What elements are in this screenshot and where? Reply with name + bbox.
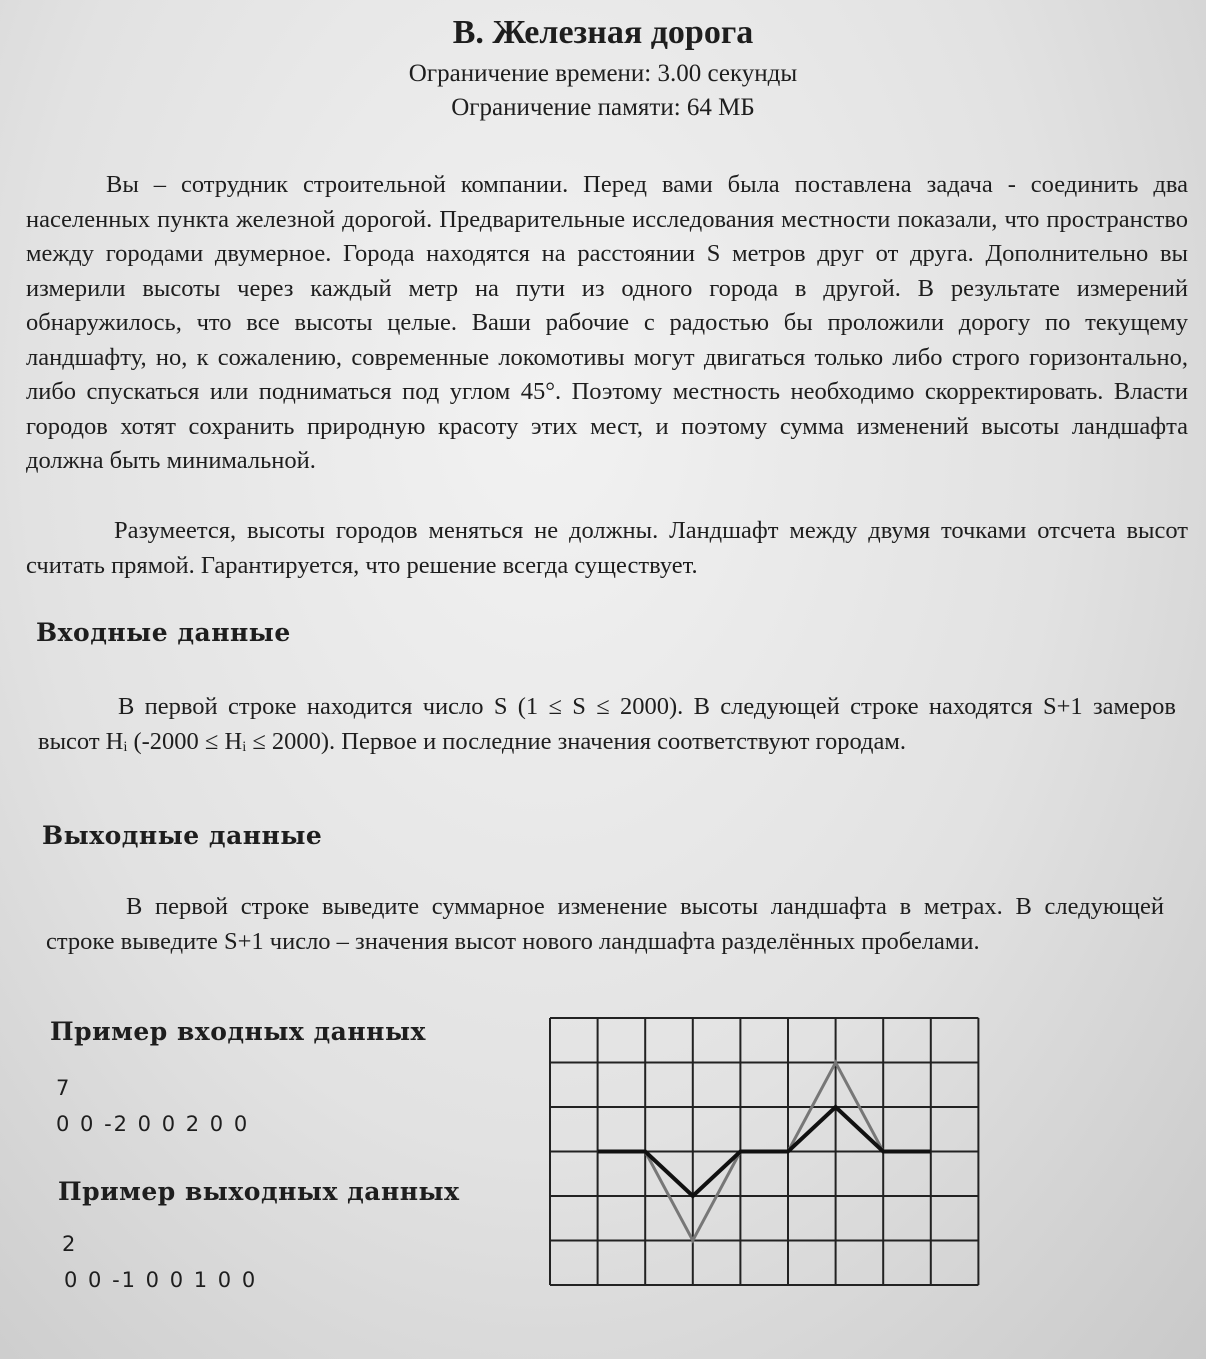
- input-description: В первой строке находится число S (1 ≤ S ≤ 2000). В следующей строке находятся S+1 замеров высот Hᵢ (-2000 ≤ Hᵢ ≤ 2000). Первое и последние значения соответствуют городам.: [38, 693, 1176, 755]
- sample-output-heading: Пример выходных данных: [58, 1177, 460, 1206]
- output-description: В первой строке выведите суммарное изменение высоты ландшафта в метрах. В следующей строке выведите S+1 число – значения высот нового ландшафта разделённых пробелами.: [46, 893, 1164, 955]
- memory-limit: Ограничение памяти: 64 МБ: [451, 94, 755, 121]
- sample-input-line-1: 7: [56, 1076, 72, 1100]
- input-heading: Входные данные: [36, 618, 291, 647]
- sample-output-line-1: 2: [62, 1232, 78, 1256]
- sample-input-heading: Пример входных данных: [50, 1017, 426, 1046]
- statement-paragraph-2: Разумеется, высоты городов меняться не должны. Ландшафт между двумя точками отсчета высот считать прямой. Гарантируется, что решение всегда существует.: [26, 517, 1188, 579]
- corrected-landscape-line: [598, 1107, 931, 1196]
- sample-input-line-2: 0 0 -2 0 0 2 0 0: [56, 1112, 250, 1136]
- sample-output-line-2: 0 0 -1 0 0 1 0 0: [64, 1268, 258, 1292]
- statement-paragraph-1: Вы – сотрудник строительной компании. Перед вами была поставлена задача - соединить два населенных пункта железной дорогой. Предварительные исследования местности показали, что пространство между городами двумерное. Города находятся на расстоянии S метров друг от друга. Дополнительно вы измерили высоты через каждый метр на пути из одного города в другой. В результате измерений обнаружилось, что все высоты целые. Ваши рабочие с радостью бы проложили дорогу по текущему ландшафту, но, к сожалению, современные локомотивы могут двигаться только либо строго горизонтально, либо спускаться или подниматься под углом 45°. Поэтому местность необходимо скорректировать. Власти городов хотят сохранить природную красоту этих мест, и поэтому сумма изменений высоты ландшафта должна быть минимальной.: [26, 171, 1188, 474]
- time-limit: Ограничение времени: 3.00 секунды: [408, 60, 798, 87]
- problem-title: B. Железная дорога: [452, 14, 754, 51]
- output-heading: Выходные данные: [42, 821, 323, 850]
